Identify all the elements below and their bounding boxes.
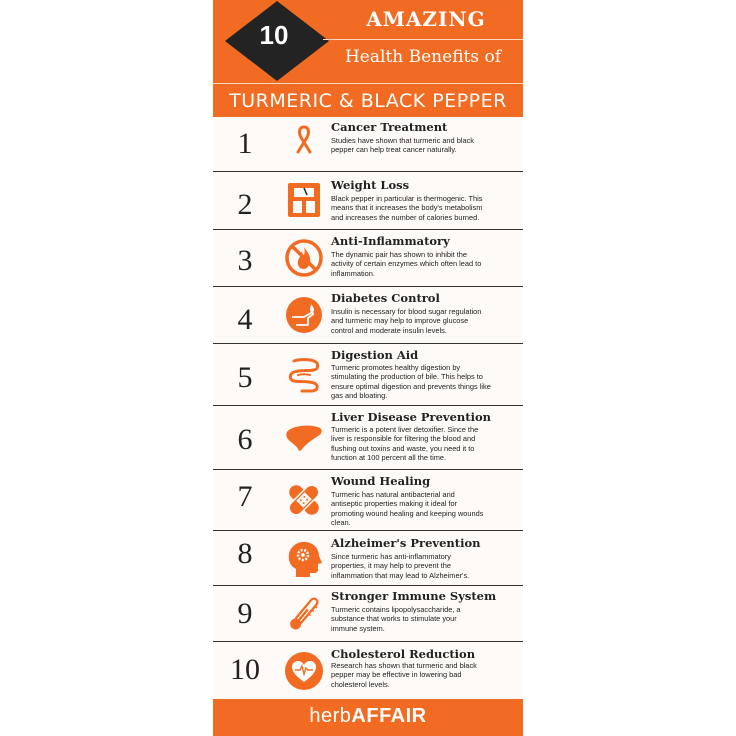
description-line: antiseptic properties making it ideal for (331, 499, 458, 509)
brand-logo (213, 705, 523, 728)
benefit-number: 7 (237, 480, 253, 513)
description-line: Research has shown that turmeric and black (331, 661, 477, 670)
description-line: Turmeric promotes healthy digestion by (331, 363, 461, 372)
header-divider (323, 39, 523, 40)
benefit-title: Digestion Aid (331, 348, 419, 362)
description-line: cholesterol levels. (331, 679, 390, 689)
page-title: TURMERIC & BLACK PEPPER (229, 90, 507, 112)
description-line: and increases the number of calories burned. (331, 212, 480, 222)
infographic (213, 0, 523, 736)
brain-gear-icon (284, 539, 324, 579)
description-line: substance that works to stimulate your (331, 614, 457, 624)
benefit-number: 6 (237, 423, 253, 456)
benefit-title: Cancer Treatment (331, 120, 448, 134)
header-number: 10 (259, 20, 289, 50)
benefit-title: Cholesterol Reduction (331, 647, 476, 661)
description-line: activity of certain enzymes which often lead to (331, 259, 482, 269)
bandage-icon (284, 480, 324, 520)
benefit-title: Stronger Immune System (331, 589, 497, 603)
description-line: Turmeric is a potent liver detoxifier. Since the (331, 425, 479, 434)
description-line: Black pepper in particular is thermogenic. This (331, 194, 483, 203)
description-line: and turmeric may help to improve glucose (331, 316, 469, 326)
description-line: promoting wound healing and keeping wounds (331, 508, 484, 518)
benefit-row (213, 531, 523, 586)
benefit-row (213, 586, 523, 642)
finger-prick-icon (284, 295, 324, 335)
description-line: Since turmeric has anti-inflammatory (331, 552, 451, 561)
benefit-row (213, 406, 523, 470)
no-fire-icon (284, 238, 324, 278)
description-line: Studies have shown that turmeric and black (331, 136, 474, 145)
description-line: liver is responsible for filtering the blood and (331, 434, 476, 444)
benefit-row (213, 117, 523, 172)
heart-pulse-icon (284, 651, 324, 691)
brand-part-affair: AFFAIR (351, 705, 427, 727)
benefit-row (213, 172, 523, 230)
description-line: properties, it may help to prevent the (331, 561, 451, 571)
benefit-description (331, 194, 511, 222)
description-line: control and moderate insulin levels. (331, 325, 447, 335)
description-line: The dynamic pair has shown to inhibit the (331, 250, 467, 259)
benefit-description (331, 250, 511, 278)
brand-part-herb: herb (309, 705, 352, 727)
description-line: inflammation. (331, 268, 375, 278)
benefit-row (213, 642, 523, 699)
benefit-description (331, 363, 511, 401)
description-line: function at 100 percent all the time. (331, 453, 447, 463)
benefit-description (331, 490, 511, 528)
header-subtitle: Health Benefits of (344, 47, 502, 67)
benefit-number: 10 (230, 653, 260, 686)
description-line: pepper can help treat cancer naturally. (331, 145, 457, 155)
scale-icon (284, 180, 324, 220)
description-line: Insulin is necessary for blood sugar regulation (331, 307, 482, 316)
benefit-title: Alzheimer's Prevention (331, 536, 481, 550)
description-line: pepper may be effective in lowering bad (331, 670, 462, 680)
description-line: flushing out toxins and waste, you need it to (331, 443, 475, 453)
ribbon-icon (284, 122, 324, 162)
header-amazing: AMAZING (366, 7, 486, 31)
benefit-number: 2 (237, 188, 253, 221)
description-line: Turmeric contains lipopolysaccharide, a (331, 605, 461, 614)
thermometer-icon (284, 594, 324, 634)
description-line: gas and bloating. (331, 391, 388, 401)
header (213, 0, 523, 117)
benefit-number: 1 (237, 127, 253, 160)
description-line: clean. (331, 518, 351, 528)
benefit-description (331, 136, 511, 155)
description-line: inflammation that may lead to Alzheimer's. (331, 570, 470, 580)
benefit-row (213, 344, 523, 406)
benefit-row (213, 230, 523, 287)
benefit-description (331, 605, 511, 633)
benefit-number: 8 (237, 537, 253, 570)
benefit-number: 9 (237, 597, 253, 630)
benefit-title: Diabetes Control (331, 291, 440, 305)
description-line: Turmeric has natural antibacterial and (331, 490, 455, 499)
benefit-title: Weight Loss (331, 178, 410, 192)
benefit-number: 4 (237, 303, 253, 336)
intestines-icon (284, 355, 324, 395)
benefit-number: 5 (237, 361, 253, 394)
description-line: ensure optimal digestion and prevents things like (331, 381, 491, 391)
benefit-description (331, 661, 511, 689)
benefit-row (213, 470, 523, 531)
benefit-description (331, 307, 511, 335)
footer (213, 699, 523, 736)
title-bar (213, 83, 523, 118)
benefit-number: 3 (237, 244, 253, 277)
benefit-description (331, 425, 511, 463)
description-line: stimulating the production of bile. This helps to (331, 372, 483, 382)
liver-icon (284, 418, 324, 458)
benefit-row (213, 287, 523, 344)
description-line: means that it increases the body's metabolism (331, 203, 483, 213)
benefit-title: Wound Healing (331, 474, 431, 488)
description-line: immune system. (331, 623, 385, 633)
benefit-title: Liver Disease Prevention (331, 410, 491, 424)
benefit-description (331, 552, 511, 580)
benefit-title: Anti-Inflammatory (331, 234, 450, 248)
